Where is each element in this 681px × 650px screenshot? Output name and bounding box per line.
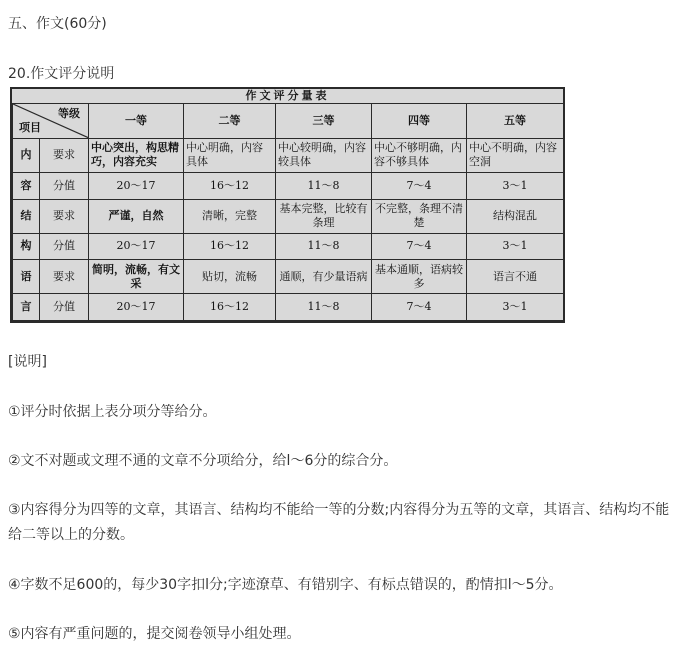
requirement-cell: 中心较明确，内容较具体 [276, 138, 372, 172]
category-char: 言 [13, 294, 40, 321]
score-table [12, 103, 564, 321]
score-table-image [10, 87, 565, 323]
table-row [13, 172, 564, 199]
category-char: 构 [13, 233, 40, 260]
requirement-cell: 中心不明确，内容空洞 [467, 138, 564, 172]
score-cell: 16～12 [184, 294, 276, 321]
category-char: 结 [13, 199, 40, 233]
grade-header: 五等 [467, 104, 564, 139]
score-cell: 7～4 [372, 294, 467, 321]
requirement-cell: 中心不够明确，内容不够具体 [372, 138, 467, 172]
requirement-cell: 语言不通 [467, 260, 564, 294]
score-cell: 3～1 [467, 233, 564, 260]
table-row [13, 233, 564, 260]
score-table-title: 作文评分量表 [245, 89, 330, 102]
question-heading: 20.作文评分说明 [8, 66, 115, 82]
table-row [13, 138, 564, 172]
table-row [13, 199, 564, 233]
score-cell: 16～12 [184, 233, 276, 260]
score-cell: 11～8 [276, 233, 372, 260]
score-cell: 7～4 [372, 172, 467, 199]
row-label: 分值 [40, 172, 89, 199]
table-row [13, 294, 564, 321]
requirement-cell: 不完整，条理不清楚 [372, 199, 467, 233]
requirement-cell: 基本通顺，语病较多 [372, 260, 467, 294]
table-row [13, 260, 564, 294]
requirement-cell: 结构混乱 [467, 199, 564, 233]
grade-header: 三等 [276, 104, 372, 139]
section-heading: 五、作文(60分) [8, 16, 107, 32]
corner-grade-label: 等级 [58, 107, 80, 120]
row-label: 分值 [40, 294, 89, 321]
corner-item-label: 项目 [19, 120, 41, 134]
notes-label: [说明] [8, 354, 47, 370]
grade-header: 二等 [184, 104, 276, 139]
requirement-cell: 贴切，流畅 [184, 260, 276, 294]
row-label: 要求 [40, 138, 89, 172]
row-label: 分值 [40, 233, 89, 260]
score-cell: 11～8 [276, 294, 372, 321]
requirement-cell: 基本完整，比较有条理 [276, 199, 372, 233]
note-item: ②文不对题或文理不通的文章不分项给分，给l～6分的综合分。 [8, 453, 398, 469]
category-char: 语 [13, 260, 40, 294]
score-cell: 11～8 [276, 172, 372, 199]
grade-header: 一等 [89, 104, 184, 139]
score-cell: 3～1 [467, 172, 564, 199]
note-item: ⑤内容有严重问题的，提交阅卷领导小组处理。 [8, 626, 301, 642]
note-item: ③内容得分为四等的文章，其语言、结构均不能给一等的分数;内容得分为五等的文章，其语言、结构均不能给二等以上的分数。 [8, 502, 670, 543]
note-item: ④字数不足600的，每少30字扣l分;字迹潦草、有错别字、有标点错误的，酌情扣l～5分。 [8, 577, 563, 593]
score-cell: 3～1 [467, 294, 564, 321]
requirement-cell: 中心突出，构思精巧，内容充实 [89, 138, 184, 172]
requirement-cell: 通顺，有少量语病 [276, 260, 372, 294]
requirement-cell: 中心明确，内容具体 [184, 138, 276, 172]
score-cell: 7～4 [372, 233, 467, 260]
requirement-cell: 严谨，自然 [89, 199, 184, 233]
score-cell: 20～17 [89, 233, 184, 260]
row-label: 要求 [40, 199, 89, 233]
score-cell: 16～12 [184, 172, 276, 199]
requirement-cell: 清晰，完整 [184, 199, 276, 233]
score-cell: 20～17 [89, 172, 184, 199]
grade-header: 四等 [372, 104, 467, 139]
score-cell: 20～17 [89, 294, 184, 321]
table-corner-cell [13, 104, 89, 139]
row-label: 要求 [40, 260, 89, 294]
requirement-cell: 简明，流畅，有文采 [89, 260, 184, 294]
table-header-row [13, 104, 564, 139]
category-char: 容 [13, 172, 40, 199]
note-item: ①评分时依据上表分项分等给分。 [8, 404, 217, 420]
category-char: 内 [13, 138, 40, 172]
